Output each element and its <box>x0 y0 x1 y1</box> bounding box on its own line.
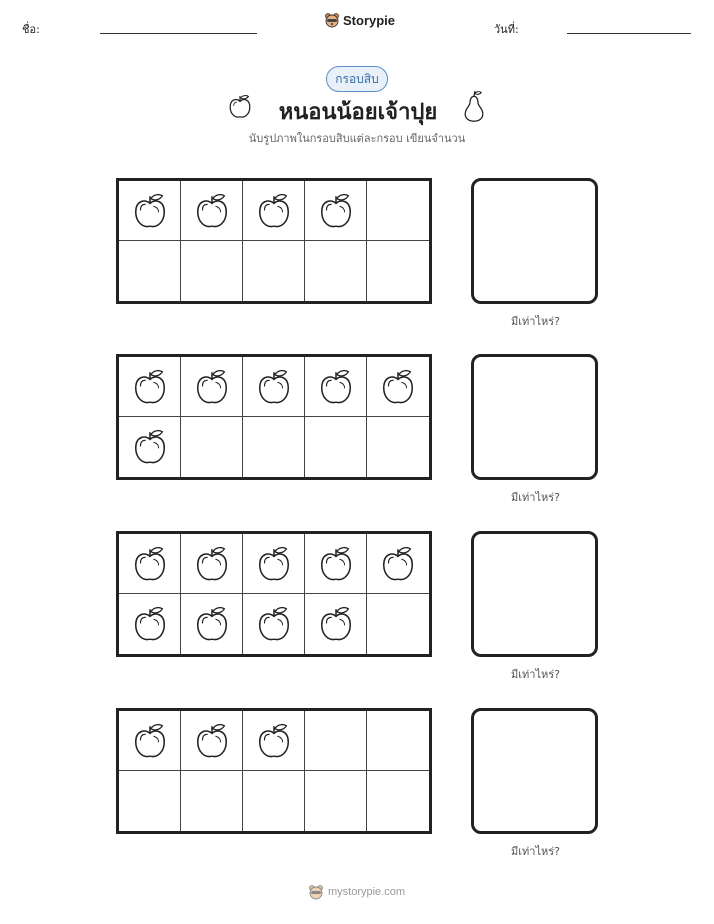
apple-icon <box>193 367 231 407</box>
frame-cell <box>367 357 429 417</box>
frame-cell <box>243 181 305 241</box>
frame-cell <box>119 417 181 477</box>
ten-frame-1 <box>116 178 432 304</box>
answer-prompt-2: มีเท่าไหร่? <box>511 491 560 504</box>
frame-cell <box>181 241 243 301</box>
brand-logo <box>324 12 395 28</box>
apple-icon <box>317 191 355 231</box>
apple-icon <box>379 367 417 407</box>
answer-prompt-4: มีเท่าไหร่? <box>511 845 560 858</box>
frame-cell <box>181 534 243 594</box>
page-title: หนอนน้อยเจ้าปุย <box>278 100 438 125</box>
answer-prompt-3: มีเท่าไหร่? <box>511 668 560 681</box>
apple-icon <box>131 604 169 644</box>
footer <box>308 884 405 900</box>
name-label: ชื่อ: <box>22 23 40 36</box>
frame-cell <box>119 181 181 241</box>
frame-cell <box>119 241 181 301</box>
frame-cell <box>305 417 367 477</box>
apple-icon <box>193 544 231 584</box>
frame-cell <box>367 417 429 477</box>
frame-cell <box>243 711 305 771</box>
apple-icon <box>255 544 293 584</box>
apple-icon <box>317 544 355 584</box>
apple-icon <box>131 544 169 584</box>
instructions: นับรูปภาพในกรอบสิบแต่ละกรอบ เขียนจำนวน <box>248 132 466 145</box>
frame-cell <box>367 711 429 771</box>
mascot-icon <box>324 12 340 28</box>
ten-frame-4 <box>116 708 432 834</box>
mascot-icon <box>308 884 324 900</box>
frame-cell <box>181 181 243 241</box>
frame-cell <box>181 357 243 417</box>
frame-cell <box>181 417 243 477</box>
answer-prompt-1: มีเท่าไหร่? <box>511 315 560 328</box>
frame-cell <box>367 594 429 654</box>
answer-box-2[interactable] <box>471 354 598 480</box>
frame-cell <box>119 771 181 831</box>
ten-frame-3 <box>116 531 432 657</box>
frame-cell <box>119 711 181 771</box>
frame-cell <box>305 594 367 654</box>
apple-icon <box>255 367 293 407</box>
date-line[interactable] <box>567 33 691 34</box>
frame-cell <box>367 771 429 831</box>
name-line[interactable] <box>100 33 257 34</box>
frame-cell <box>305 181 367 241</box>
frame-cell <box>305 711 367 771</box>
frame-cell <box>305 771 367 831</box>
answer-box-4[interactable] <box>471 708 598 834</box>
apple-icon <box>317 367 355 407</box>
frame-cell <box>181 711 243 771</box>
frame-cell <box>367 241 429 301</box>
frame-cell <box>305 241 367 301</box>
frame-cell <box>243 534 305 594</box>
frame-cell <box>181 771 243 831</box>
apple-icon <box>131 367 169 407</box>
frame-cell <box>243 357 305 417</box>
frame-cell <box>305 357 367 417</box>
ten-frame-2 <box>116 354 432 480</box>
answer-box-3[interactable] <box>471 531 598 657</box>
frame-cell <box>243 241 305 301</box>
frame-cell <box>119 594 181 654</box>
apple-icon <box>379 544 417 584</box>
apple-icon <box>131 427 169 467</box>
pear-icon <box>462 90 486 122</box>
apple-icon <box>255 721 293 761</box>
topic-badge: กรอบสิบ <box>326 66 388 92</box>
apple-icon <box>193 604 231 644</box>
apple-icon <box>193 191 231 231</box>
frame-cell <box>367 181 429 241</box>
apple-icon <box>131 721 169 761</box>
frame-cell <box>119 357 181 417</box>
frame-cell <box>367 534 429 594</box>
frame-cell <box>119 534 181 594</box>
frame-cell <box>243 771 305 831</box>
apple-icon <box>226 92 254 122</box>
frame-cell <box>305 534 367 594</box>
footer-url: mystorypie.com <box>328 886 406 898</box>
frame-cell <box>243 594 305 654</box>
apple-icon <box>255 604 293 644</box>
date-label: วันที่: <box>494 23 519 36</box>
apple-icon <box>131 191 169 231</box>
frame-cell <box>243 417 305 477</box>
frame-cell <box>181 594 243 654</box>
brand-name: Storypie <box>343 12 396 28</box>
apple-icon <box>317 604 355 644</box>
answer-box-1[interactable] <box>471 178 598 304</box>
apple-icon <box>193 721 231 761</box>
apple-icon <box>255 191 293 231</box>
